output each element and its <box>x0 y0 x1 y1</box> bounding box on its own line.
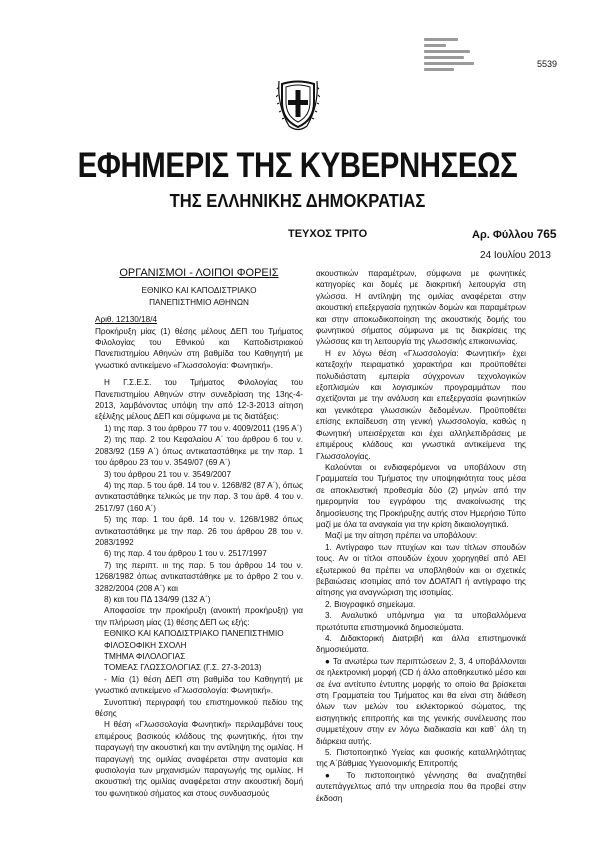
gazette-title: ΕΦΗΜΕΡΙΣ ΤΗΣ ΚΥΒΕΡΝΗΣΕΩΣ <box>77 146 518 185</box>
unit-line: ΕΘΝΙΚΟ ΚΑΙ ΚΑΠΟΔΙΣΤΡΙΑΚΟ ΠΑΝΕΠΙΣΤΗΜΙΟ <box>104 629 284 639</box>
right-column <box>316 268 526 804</box>
paragraph: ● Τα ανωτέρω των περιπτώσεων 2, 3, 4 υποβάλλονται σε ηλεκτρονική μορφή (CD ή άλλο αποθηκευτικό μέσο και σε ένα αντίτυπο έντυπης μορφής το οποίο θα βρίσκεται στη Γραμματεία του Τμήματος και θα είναι στη διάθεση όλων των μελών του εκλεκτορικού σώματος, της εισηγητικής επιτροπής και της γενικής συνέλευσης που συμμετέχουν στην εν λόγω διαδικασία και καθ΄ όλη τη διάρκεια αυτής. <box>316 656 526 746</box>
sheet-number-label <box>472 227 557 241</box>
paragraph: 4. Διδακτορική Διατριβή και άλλα επιστημονικά δημοσιεύματα. <box>316 634 526 655</box>
sheet-number: 765 <box>536 227 557 241</box>
paragraph: 2. Βιογραφικό σημείωμα. <box>325 599 416 609</box>
paragraph: Η θέση «Γλωσσολογία Φωνητική» περιλαμβάνει τους επιμέρους βασικούς κλάδους της φωνητικής, ήτοι την παραγωγή την ακουστική και την αντίληψη της ομιλίας. Η παραγωγή της ομιλίας αναφέρεται στην ανατομία και φυσιολογία των μηχανισμών παραγωγής της ομιλίας. Η ακουστική της ομιλίας αναφέρεται στην ακουστική δομή του φωνητικού σήματος και στους συνδυασμούς <box>95 720 303 798</box>
institution-line: ΕΘΝΙΚΟ ΚΑΙ ΚΑΠΟΔΙΣΤΡΙΑΚΟ <box>141 286 257 296</box>
paragraph: 3) του άρθρου 21 του ν. 3549/2007 <box>104 469 232 479</box>
paragraph: 1) της παρ. 3 του άρθρου 77 του ν. 4009/2011 (195 Α΄) <box>104 423 303 433</box>
paragraph: Συνοπτική περιγραφή του επιστημονικού πεδίου της θέσης <box>95 697 303 719</box>
paragraph: Η εν λόγω θέση «Γλωσσολογία: Φωνητική» έχει κατεξοχήν πειραματικό χαρακτήρα και προϋποθέτει πολυδιάστατη εμπειρία σύγχρονων τεχνολογικών εξοπλισμών και λογισμικών προγραμμάτων που σχετίζονται με την ανάλυση και επεξεργασία φωνητικών και γενικότερα γλωσσικών δεδομένων. Προϋποθέτει επίσης εκπαίδευση στη γενική γλωσσολογία, καθώς η Φωνητική υπεισέρχεται και έχει αλληλεπιδράσεις με επιμέρους κλάδους και γνωστικά αντικείμενα της Γλωσσολογίας. <box>316 348 526 461</box>
left-column <box>95 268 303 799</box>
paragraph: 4) της παρ. 5 του άρθ. 14 του ν. 1268/82 (87 Α΄), όπως αντικαταστάθηκε τελικώς με την παρ. 3 του άρθ. 4 του ν. 2517/97 (160 Α΄) <box>95 480 303 513</box>
paragraph: 3. Αναλυτικό υπόμνημα για τα υποβαλλόμενα πρωτότυπα επιστημονικά δημοσιεύματα. <box>316 611 526 632</box>
paragraph: 7) της περιπτ. ιιι της παρ. 5 του άρθρου 14 του ν. 1268/1982 όπως αντικαταστάθηκε με το άρθρο 2 του ν. 3282/2004 (208 Α΄) και <box>95 560 303 593</box>
paragraph: Μαζί με την αίτηση πρέπει να υποβάλουν: <box>325 531 478 541</box>
paragraph: 6) της παρ. 4 του άρθρου 1 του ν. 2517/1997 <box>104 549 267 559</box>
gazette-subtitle: ΤΗΣ ΕΛΛΗΝΙΚΗΣ ΔΗΜΟΚΡΑΤΙΑΣ <box>169 191 426 211</box>
reference-number: Αριθ. 12130/18/4 <box>95 315 158 325</box>
unit-line: ΤΜΗΜΑ ΦΙΛΟΛΟΓΙΑΣ <box>104 652 186 661</box>
coat-of-arms-icon <box>276 75 320 135</box>
unit-line: ΤΟΜΕΑΣ ΓΛΩΣΣΟΛΟΓΙΑΣ (Γ.Σ. 27-3-2013) <box>104 663 262 673</box>
official-stamp <box>424 38 478 74</box>
paragraph: 1. Αντίγραφο των πτυχίων και των τίτλων σπουδών τους. Αν οι τίτλοι σπουδών έχουν χορηγηθεί από ΑΕΙ εξωτερικού θα πρέπει να υποβληθούν και οι σχετικές βεβαιώσεις ισοτιμίας από τον ΔΟΑΤΑΠ ή αντίγραφο της αίτησης για αναγνώριση της ισοτιμίας. <box>316 542 526 598</box>
section-heading: ΟΡΓΑΝΙΣΜΟΙ - ΛΟΙΠΟΙ ΦΟΡΕΙΣ <box>119 267 279 279</box>
unit-line: ΦΙΛΟΣΟΦΙΚΗ ΣΧΟΛΗ <box>104 640 187 650</box>
paragraph: 8) και του ΠΔ 134/99 (132 Α΄) <box>104 594 211 604</box>
institution-line: ΠΑΝΕΠΙΣΤΗΜΙΟ ΑΘΗΝΩΝ <box>149 297 249 307</box>
page-number: 5539 <box>537 59 558 69</box>
paragraph: Η Γ.Σ.Ε.Σ. του Τμήματος Φιλολογίας του Πανεπιστημίου Αθηνών στην συνεδρίαση της 13ης-4-2013, λαμβάνοντας υπόψη την από 12-3-2013 αίτηση εξέλιξης μέλους ΔΕΠ και σύμφωνα με τις διατάξεις: <box>95 378 303 422</box>
paragraph: Προκήρυξη μίας (1) θέσης μέλους ΔΕΠ του Τμήματος Φιλολογίας του Εθνικού και Καποδιστριακού Πανεπιστημίου Αθηνών στη βαθμίδα του Καθηγητή με γνωστικό αντικείμενο «Γλωσσολογία: Φωνητική». <box>95 326 303 370</box>
paragraph: 5) της παρ. 1 του άρθ. 14 του ν. 1268/1982 όπως αντικαταστάθηκε με την παρ. 26 του άρθρου 28 του ν. 2083/1992 <box>95 515 303 547</box>
paragraph: 2) της παρ. 2 του Κεφαλαίου Α΄ του άρθρου 6 του ν. 2083/92 (159 Α΄) όπως αντικαταστάθηκε με την παρ. 1 του άρθρου 23 του ν. 3549/07 (69 Α΄) <box>95 435 303 468</box>
issue-date: 24 Ιουλίου 2013 <box>480 250 551 261</box>
paragraph: ● Το πιστοποιητικό γέννησης θα αναζητηθεί αυτεπάγγελτως από την υπηρεσία που θα προβεί στην έκδοση <box>316 770 526 803</box>
issue-label: ΤΕΥΧΟΣ ΤΡΙΤΟ <box>288 228 368 240</box>
sheet-prefix: Αρ. Φύλλου <box>472 229 534 241</box>
paragraph: 5. Πιστοποιητικό Υγείας και φυσικής καταλληλότητας της Α΄βάθμιας Υγειονομικής Επιτροπής <box>316 748 526 769</box>
paragraph: - Μία (1) θέση ΔΕΠ στη βαθμίδα του Καθηγητή με γνωστικό αντικείμενο «Γλωσσολογία: Φωνητική». <box>95 674 303 696</box>
paragraph: Καλούνται οι ενδιαφερόμενοι να υποβάλουν στη Γραμματεία του Τμήματος την υποψηφιότητα τους μέσα σε αποκλειστική προθεσμία δύο (2) μηνών από την ημερομηνία του εγγράφου της ανακοίνωσης της δημοσίευσης της Προκήρυξης αυτής στον Ημερήσιο Τύπο μαζί με όλα τα αναγκαία για την κρίση δικαιολογητικά. <box>316 462 526 529</box>
paragraph: Αποφασίσε την προκήρυξη (ανοικτή προκήρυξη) για την πλήρωση μίας (1) θέσης ΔΕΠ ως εξής: <box>95 606 303 627</box>
paragraph: ακουστικών παραμέτρων, σύμφωνα με φωνητικές κατηγορίες και δομές με διακριτική λειτουργία στη γλώσσα. Η αντίληψη της ομιλίας αναφέρεται στην ακουστική επεξεργασία ηχητικών δομών και παραμέτρων και στην αποκωδικοποίηση της ακουστικής δομής του φωνητικού σήματος σύμφωνα με τις διακρίσεις της γλώσσας και τη λειτουργία της γλωσσικής επικοινωνίας. <box>316 269 526 347</box>
